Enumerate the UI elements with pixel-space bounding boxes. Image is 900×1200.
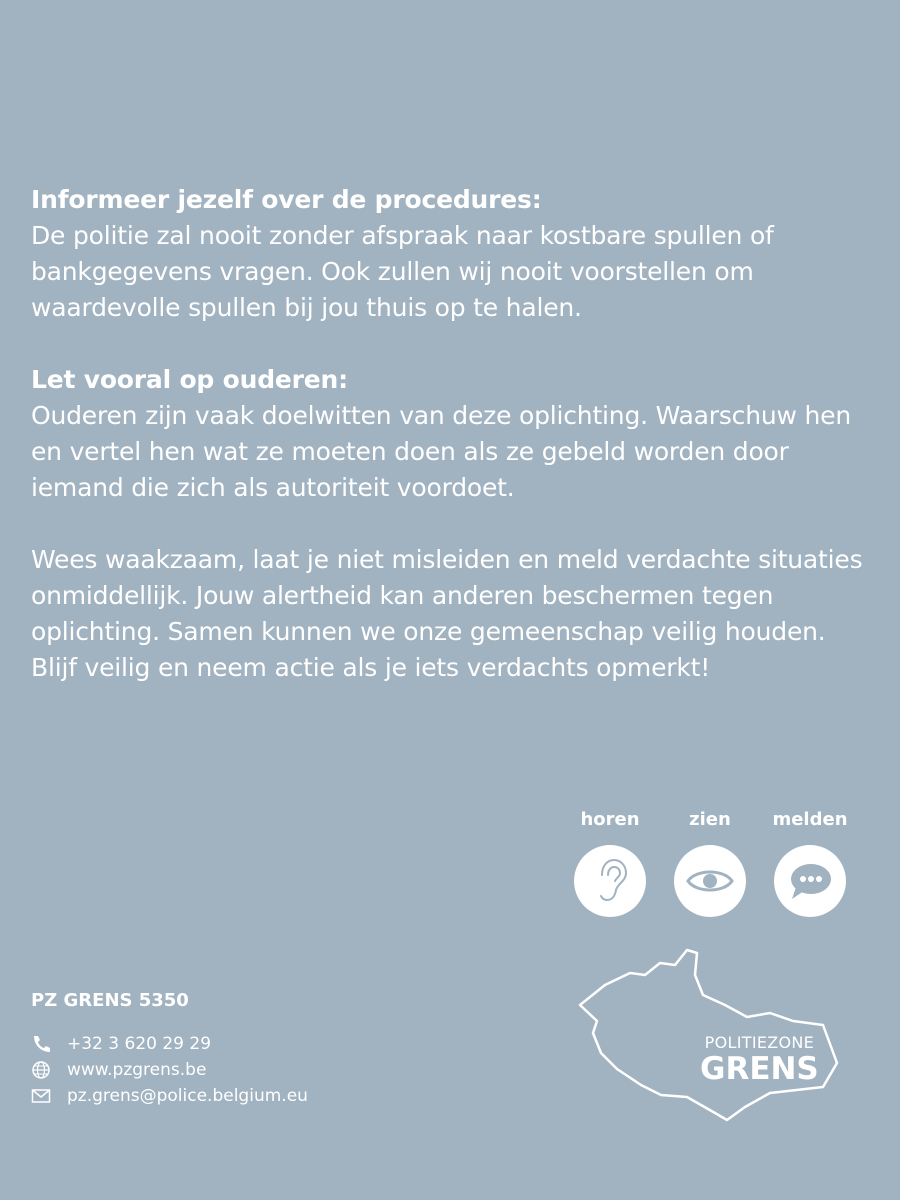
- ear-icon: [574, 845, 646, 917]
- section-text: Ouderen zijn vaak doelwitten van deze oplichting. Waarschuw hen en vertel hen wat ze moeten doen als ze gebeld worden door iemand die zich als autoriteit voordoet.: [31, 401, 851, 502]
- icon-label: horen: [580, 809, 640, 830]
- closing-paragraph: [31, 542, 871, 686]
- website-link: www.pzgrens.be: [67, 1060, 207, 1080]
- icon-group-horen: [565, 805, 655, 917]
- section-heading: Let vooral op ouderen:: [31, 365, 348, 394]
- icon-label: melden: [772, 809, 848, 830]
- horen-zien-melden-icons: [565, 805, 865, 925]
- logo-subtitle: POLITIEZONE: [704, 1033, 815, 1052]
- eye-icon: [674, 845, 746, 917]
- globe-icon: [31, 1060, 53, 1080]
- section-procedures: [31, 182, 871, 326]
- section-elderly: [31, 362, 871, 506]
- contact-phone[interactable]: [31, 1031, 308, 1057]
- speech-bubble-icon: [774, 845, 846, 917]
- phone-number: +32 3 620 29 29: [67, 1034, 212, 1054]
- email-address: pz.grens@police.belgium.eu: [67, 1086, 308, 1106]
- main-content: [31, 182, 871, 722]
- icon-label: zien: [689, 809, 731, 830]
- icon-group-zien: [665, 805, 755, 917]
- organization-name: PZ GRENS 5350: [31, 990, 189, 1011]
- logo-text: [700, 1033, 819, 1086]
- section-text: De politie zal nooit zonder afspraak naar kostbare spullen of bankgegevens vragen. Ook zullen wij nooit voorstellen om waardevolle spullen bij jou thuis op te halen.: [31, 221, 774, 322]
- politiezone-logo: [575, 945, 845, 1130]
- section-heading: Informeer jezelf over de procedures:: [31, 185, 542, 214]
- phone-icon: [31, 1034, 53, 1054]
- contact-block: [31, 990, 308, 1109]
- envelope-icon: [31, 1086, 53, 1106]
- logo-title: GRENS: [700, 1051, 819, 1087]
- contact-website[interactable]: [31, 1057, 308, 1083]
- icon-group-melden: [765, 805, 855, 917]
- closing-text: Wees waakzaam, laat je niet misleiden en meld verdachte situaties onmiddellijk. Jouw alertheid kan anderen beschermen tegen oplichting. Samen kunnen we onze gemeenschap veilig houden. Blijf veilig en neem actie als je iets verdachts opmerkt!: [31, 545, 863, 682]
- contact-email[interactable]: [31, 1083, 308, 1109]
